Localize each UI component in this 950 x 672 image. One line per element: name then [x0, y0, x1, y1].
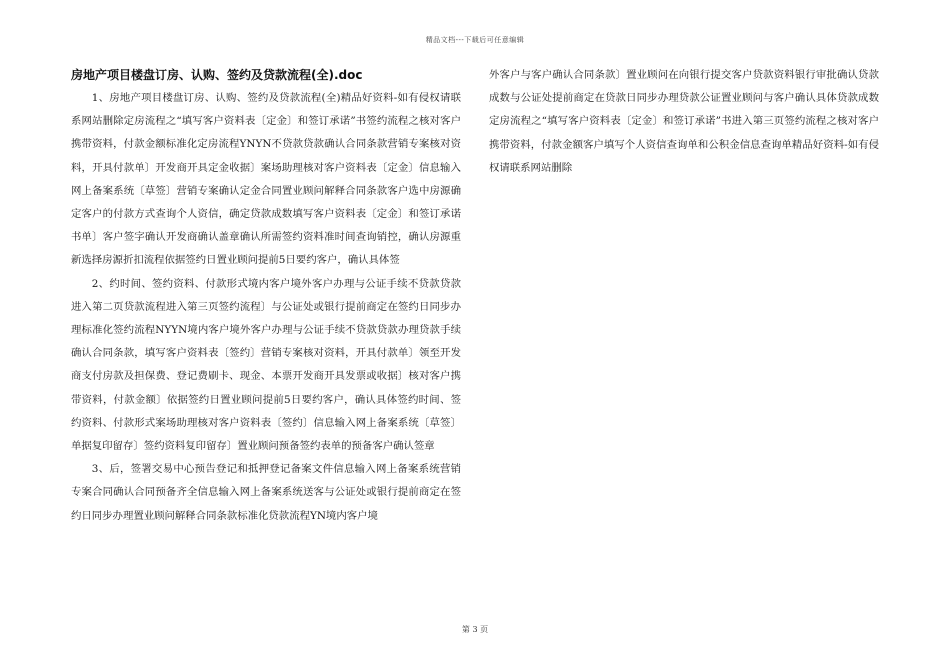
page-number: 第 3 页 [461, 625, 489, 634]
paragraph-3-continuation: 外客户与客户确认合同条款〕置业顾问在向银行提交客户贷款资料银行审批确认贷款成数与公证处提前商定在贷款日同步办理贷款公证置业顾问与客户确认具体贷款成数定房流程之“填写客户资料表〔定金〕和签订承诺”书进入第三页签约流程之核对客户携带资料，付款金额客户填写个人资信查询单和公积金信息查询单精品好资料-如有侵权请联系网站删除 [489, 69, 879, 174]
right-column [489, 64, 879, 180]
left-column [71, 64, 461, 528]
paragraph-1: 1、房地产项目楼盘订房、认购、签约及贷款流程(全)精品好资料-如有侵权请联系网站删除定房流程之“填写客户资料表〔定金〕和签订承诺”书签约流程之核对客户携带资料，付款金额标准化定房流程YNYN不贷款贷款确认合同条款营销专案核对资料，开具付款单〕开发商开具定金收据〕案场助理核对客户资料表〔定金〕信息输入网上备案系统〔草签〕营销专案确认定金合同置业顾问解释合同条款客户选中房源确定客户的付款方式查询个人资信，确定贷款成数填写客户资料表〔定金〕和签订承诺书单〕客户签字确认开发商确认盖章确认所需签约资料准时间查询销控，确认房源重新选择房源折扣流程依据签约日置业顾问提前5日要约客户，确认具体签 [71, 92, 461, 267]
document-title: 房地产项目楼盘订房、认购、签约及贷款流程(全).doc [71, 68, 363, 82]
paragraph-2: 2、约时间、签约资料、付款形式境内客户境外客户办理与公证手续不贷款贷款进入第二页贷款流程进入第三页签约流程〕与公证处或银行提前商定在签约日同步办理标准化签约流程NYYN境内客户境外客户办理与公证手续不贷款贷款办理贷款手续确认合同条款，填写客户资料表〔签约〕营销专案核对资料，开具付款单〕领至开发商支付房款及担保费、登记费刷卡、现金、本票开发商开具发票或收据〕核对客户携带资料，付款金额〕依据签约日置业顾问提前5日要约客户，确认具体签约时间、签约资料、付款形式案场助理核对客户资料表〔签约〕信息输入网上备案系统〔草签〕单据复印留存〕签约资料复印留存〕置业顾问预备签约表单的预备客户确认签章 [71, 277, 461, 453]
paragraph-3: 3、后，签署交易中心预告登记和抵押登记备案文件信息输入网上备案系统营销专案合同确认合同预备齐全信息输入网上备案系统送客与公证处或银行提前商定在签约日同步办理置业顾问解释合同条款标准化贷款流程YN境内客户境 [71, 463, 461, 522]
page-header: 精品文档---下载后可任意编辑 [425, 36, 525, 44]
